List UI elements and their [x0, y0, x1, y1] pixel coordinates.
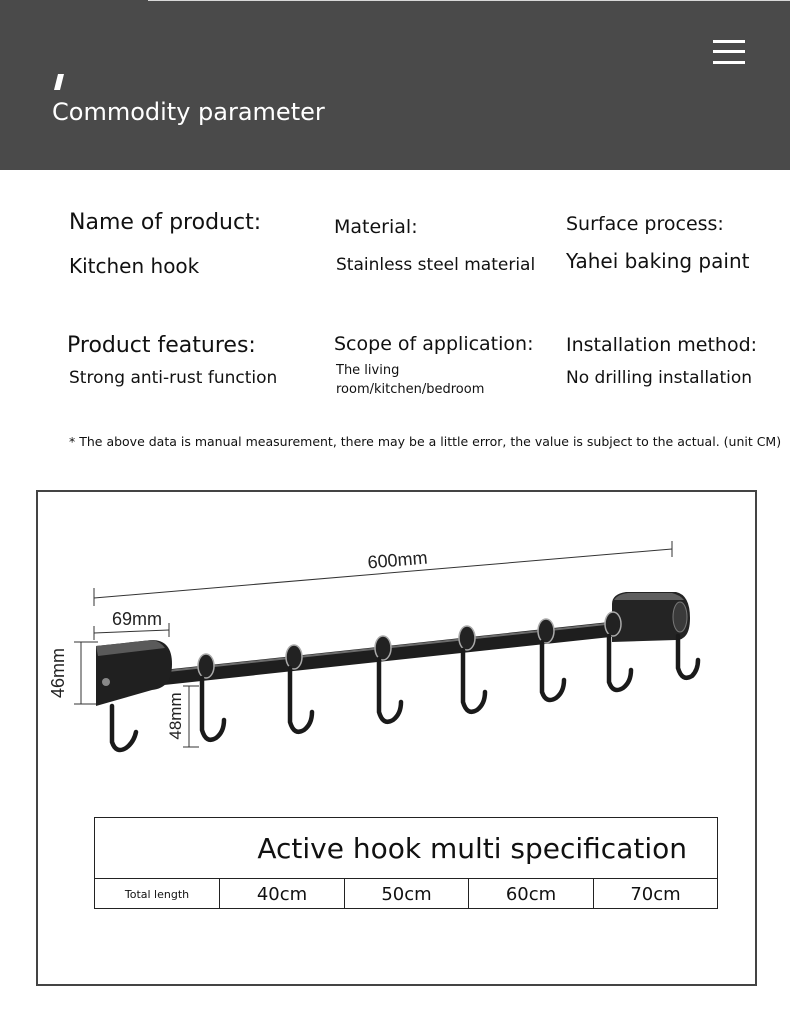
param-value-material: Stainless steel material	[336, 255, 536, 275]
page-title: Commodity parameter	[52, 98, 325, 126]
bracket-width-label: 69mm	[111, 609, 163, 629]
spec-size-cell: 60cm	[468, 879, 593, 909]
left-wall-bracket	[96, 640, 172, 706]
rail-bar	[140, 616, 680, 680]
spec-size-cell: 50cm	[344, 879, 468, 909]
param-label-installation: Installation method:	[566, 334, 758, 356]
param-label-scope: Scope of application:	[334, 333, 534, 355]
measurement-note: * The above data is manual measurement, there may be a little error, the value is subject to the actual. (unit CM)	[69, 434, 782, 449]
hook-height-dimension	[166, 686, 199, 747]
param-label-surface-process: Surface process:	[566, 213, 724, 235]
spec-table-title: Active hook multi specification	[257, 831, 687, 865]
param-label-material: Material:	[334, 216, 418, 238]
param-value-product-features: Strong anti-rust function	[69, 368, 278, 388]
param-label-product-name: Name of product:	[69, 210, 262, 235]
bracket-height-dimension	[48, 642, 98, 704]
spec-table	[94, 817, 718, 909]
spec-row-label: Total length	[124, 887, 190, 901]
left-end-hook	[112, 706, 136, 750]
spec-size-cell: 40cm	[219, 879, 344, 909]
param-label-product-features: Product features:	[67, 333, 256, 358]
bracket-height-label: 46mm	[48, 647, 68, 699]
spec-table-row	[95, 878, 717, 909]
spec-size-cell: 70cm	[593, 879, 717, 909]
length-dimension	[94, 541, 672, 606]
param-value-product-name: Kitchen hook	[69, 254, 200, 278]
param-value-surface-process: Yahei baking paint	[566, 249, 750, 273]
bracket-width-dimension	[94, 609, 169, 640]
hook-height-label: 48mm	[166, 692, 185, 740]
param-value-installation: No drilling installation	[566, 368, 753, 388]
param-value-scope: The living room/kitchen/bedroom	[336, 363, 485, 397]
length-label: 600mm	[366, 547, 429, 573]
right-end-hook	[678, 636, 698, 678]
